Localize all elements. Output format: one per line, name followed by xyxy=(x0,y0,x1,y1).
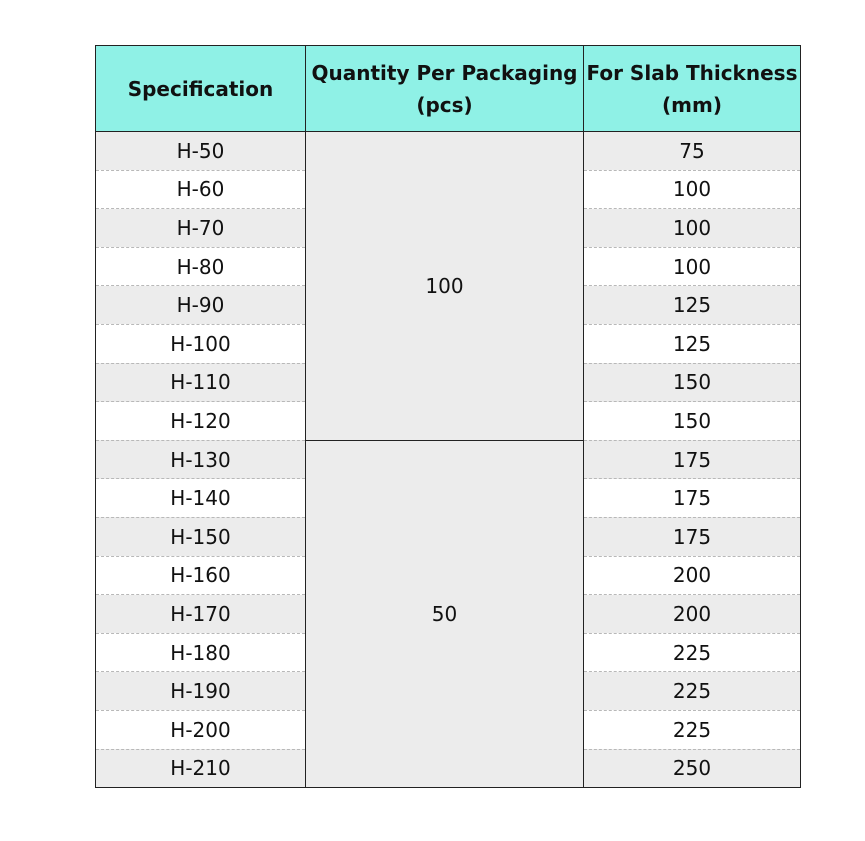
header-quantity xyxy=(306,46,584,132)
spec-cell: H-80 xyxy=(96,247,306,286)
thickness-cell: 225 xyxy=(584,672,801,711)
spec-cell: H-160 xyxy=(96,556,306,595)
thickness-cell: 100 xyxy=(584,247,801,286)
header-thickness-line2: (mm) xyxy=(662,92,722,117)
thickness-cell: 225 xyxy=(584,710,801,749)
spec-cell: H-170 xyxy=(96,595,306,634)
spec-cell: H-180 xyxy=(96,633,306,672)
spec-cell: H-90 xyxy=(96,286,306,325)
spec-cell: H-110 xyxy=(96,363,306,402)
spec-cell: H-60 xyxy=(96,170,306,209)
quantity-group-cell: 50 xyxy=(306,440,584,787)
thickness-cell: 175 xyxy=(584,517,801,556)
spec-cell: H-130 xyxy=(96,440,306,479)
header-thickness-line1: For Slab Thickness xyxy=(586,60,798,85)
spec-cell: H-120 xyxy=(96,402,306,441)
header-specification xyxy=(96,46,306,132)
quantity-group-cell: 100 xyxy=(306,132,584,441)
thickness-cell: 225 xyxy=(584,633,801,672)
thickness-cell: 100 xyxy=(584,170,801,209)
header-quantity-line1: Quantity Per Packaging xyxy=(311,60,578,85)
spec-cell: H-150 xyxy=(96,517,306,556)
header-row xyxy=(96,46,801,132)
thickness-cell: 250 xyxy=(584,749,801,788)
header-quantity-line2: (pcs) xyxy=(416,92,473,117)
spec-cell: H-190 xyxy=(96,672,306,711)
spec-cell: H-50 xyxy=(96,132,306,171)
thickness-cell: 200 xyxy=(584,595,801,634)
thickness-cell: 75 xyxy=(584,132,801,171)
thickness-cell: 150 xyxy=(584,402,801,441)
thickness-cell: 125 xyxy=(584,286,801,325)
spec-cell: H-210 xyxy=(96,749,306,788)
header-thickness xyxy=(584,46,801,132)
thickness-cell: 100 xyxy=(584,209,801,248)
header-specification-label: Specification xyxy=(127,76,274,101)
spec-cell: H-70 xyxy=(96,209,306,248)
thickness-cell: 175 xyxy=(584,479,801,518)
thickness-cell: 200 xyxy=(584,556,801,595)
thickness-cell: 175 xyxy=(584,440,801,479)
spec-cell: H-140 xyxy=(96,479,306,518)
table-row xyxy=(96,132,801,171)
spec-cell: H-200 xyxy=(96,710,306,749)
table-row xyxy=(96,440,801,479)
specification-table xyxy=(95,45,801,788)
spec-cell: H-100 xyxy=(96,324,306,363)
thickness-cell: 125 xyxy=(584,324,801,363)
thickness-cell: 150 xyxy=(584,363,801,402)
